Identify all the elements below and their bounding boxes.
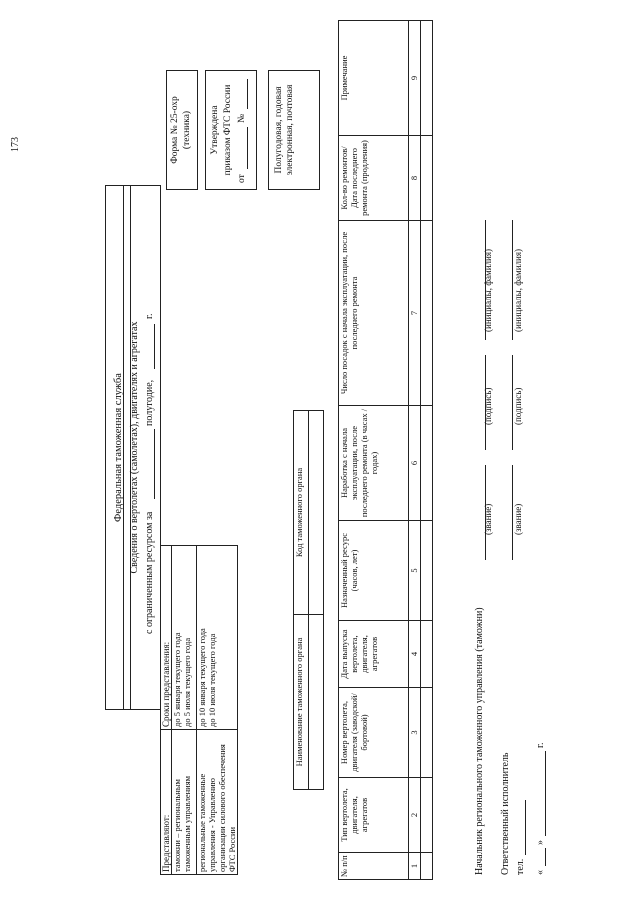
- date-open-quote: «: [535, 870, 546, 875]
- col-number-6: 6: [409, 406, 421, 521]
- org-name-cell: [309, 615, 324, 790]
- executor-name-caption: (инициалы, фамилия): [513, 249, 523, 332]
- approval-line1: Утверждена: [210, 105, 220, 155]
- col-number-9: 9: [409, 21, 421, 136]
- col-number-7: 7: [409, 221, 421, 406]
- year-blank: [154, 324, 155, 369]
- approval-box: [205, 70, 257, 190]
- chief-rank-caption: (звание): [483, 503, 493, 535]
- report-title: Сведения о вертолетах (самолетах), двигателях и агрегатах: [129, 321, 140, 574]
- table-cell: [421, 853, 433, 880]
- approval-no: №: [237, 113, 247, 123]
- periodicity: Полугодовая, годовая электронная, почтовая: [274, 84, 295, 176]
- col-number-5: 5: [409, 521, 421, 621]
- table-cell: [421, 136, 433, 221]
- table-cell: [421, 521, 433, 621]
- form-type: (техника): [182, 110, 192, 150]
- main-table: [338, 20, 433, 880]
- submission-who-1: таможни – региональным таможенным управлениям: [172, 730, 197, 875]
- org-code-cell: [309, 411, 324, 615]
- col-header-type: Тип вертолета, двигателя, агрегатов: [339, 778, 409, 853]
- executor-signature-caption: (подпись): [513, 387, 523, 425]
- chief-label: Начальник регионального таможенного управления (таможни): [474, 607, 485, 875]
- col-header-operating-time: Наработка с начала эксплуатации, после последнего ремонта (в часах / годах): [339, 406, 409, 521]
- submission-when-1: до 5 января текущего года до 5 июля текущего года: [172, 546, 197, 730]
- submission-who-2: региональные таможенные управления - Управлению организации силового обеспечения ФТС России: [197, 730, 238, 875]
- col-header-note: Примечание: [339, 21, 409, 136]
- executor-label: Ответственный исполнитель: [500, 752, 511, 875]
- chief-signature-caption: (подпись): [483, 387, 493, 425]
- submission-when-2: до 10 января текущего года до 10 июля текущего года: [197, 546, 238, 730]
- table-cell: [421, 621, 433, 688]
- agency-name: Федеральная таможенная служба: [113, 373, 124, 522]
- phone-label: тел.: [515, 858, 526, 875]
- org-code-header: Код таможенного органа: [294, 411, 309, 615]
- table-cell: [421, 778, 433, 853]
- approval-no-blank: [247, 79, 248, 109]
- col-number-4: 4: [409, 621, 421, 688]
- org-table: [293, 410, 324, 790]
- page-number: 173: [10, 137, 21, 152]
- period-blank: [154, 429, 155, 499]
- col-header-manufacture-date: Дата выпуска вертолета, двигателя, агрегатов: [339, 621, 409, 688]
- period-year: г.: [144, 313, 155, 319]
- period-half: полугодие,: [144, 379, 155, 426]
- chief-name-caption: (инициалы, фамилия): [483, 249, 493, 332]
- table-cell: [421, 21, 433, 136]
- date-close-quote: »: [535, 840, 546, 845]
- col-number-1: 1: [409, 853, 421, 880]
- form-number: Форма № 25-охр: [170, 96, 180, 164]
- submission-table: [160, 545, 238, 875]
- approval-line2: приказом ФТС России: [223, 84, 233, 176]
- col-number-8: 8: [409, 136, 421, 221]
- col-header-number: № п/п: [339, 853, 409, 880]
- table-cell: [421, 688, 433, 778]
- col-header-repairs: Кол-во ремонтов/Дата последнего ремонта (продления): [339, 136, 409, 221]
- date-day-line: [545, 848, 546, 866]
- col-header-serial: Номер вертолета, двигателя (заводской/ бортовой): [339, 688, 409, 778]
- approval-date-blank: [247, 127, 248, 169]
- title-box: [123, 185, 161, 710]
- col-number-3: 3: [409, 688, 421, 778]
- col-number-2: 2: [409, 778, 421, 853]
- org-name-header: Наименование таможенного органа: [294, 615, 309, 790]
- submission-header-who: Представляют:: [161, 730, 172, 875]
- table-cell: [421, 221, 433, 406]
- approval-from: от: [237, 174, 247, 183]
- report-period-prefix: с ограниченным ресурсом за: [144, 511, 155, 634]
- executor-rank-caption: (звание): [513, 503, 523, 535]
- form-number-box: [166, 70, 198, 190]
- col-header-assigned-resource: Назначенный ресурс (часов, лет): [339, 521, 409, 621]
- col-header-landings: Число посадок с начала эксплуатации, после последнего ремонта: [339, 221, 409, 406]
- date-month-line: [545, 751, 546, 836]
- submission-header-when: Сроки представления:: [161, 546, 172, 730]
- periodicity-box: [268, 70, 320, 190]
- phone-line: [525, 800, 526, 855]
- date-year: г.: [535, 742, 546, 748]
- table-cell: [421, 406, 433, 521]
